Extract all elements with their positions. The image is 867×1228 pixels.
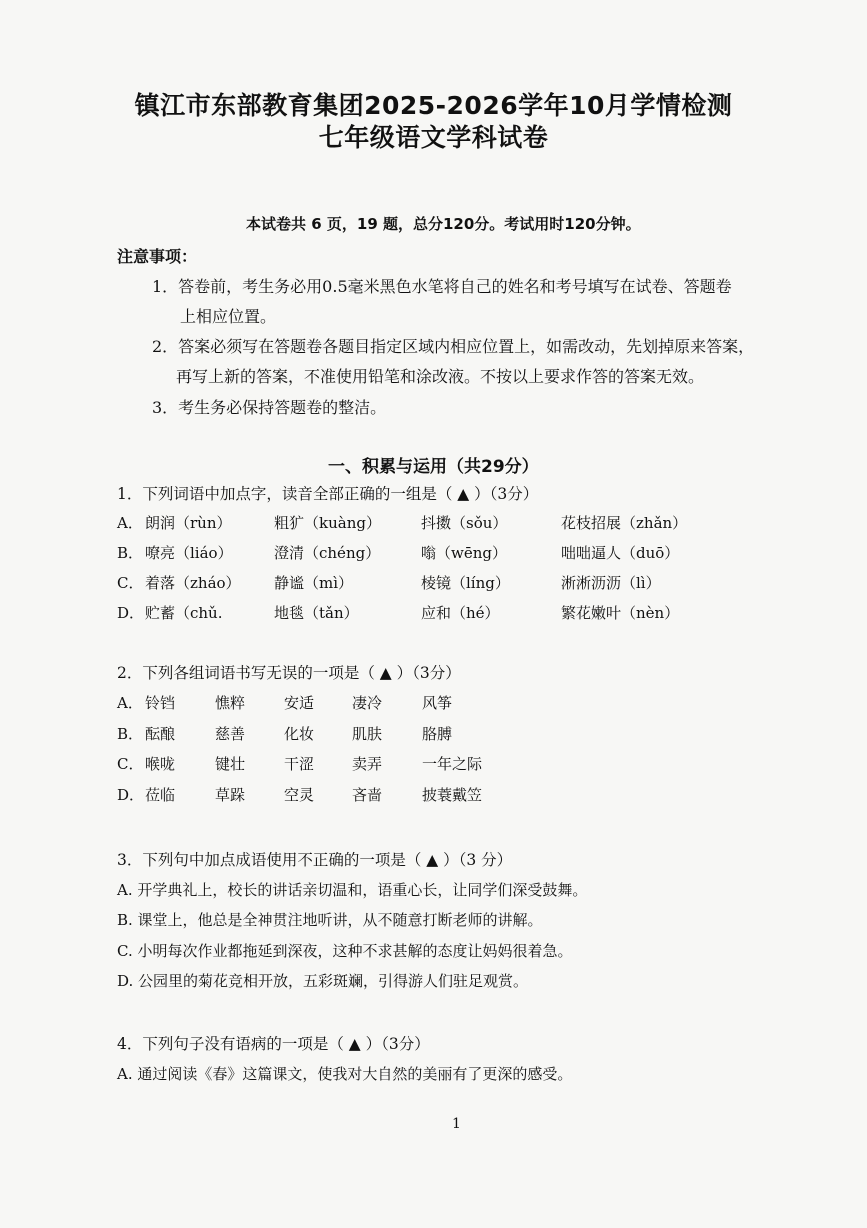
option-word: 肌肤 [352, 725, 383, 743]
section-heading: 一、积累与运用（共29分） [328, 457, 539, 477]
option-label: B． [117, 725, 144, 743]
question-3-stem: 3．下列句中加点成语使用不正确的一项是（ ▲ ）（3 分） [117, 851, 513, 869]
option-item: 抖擞（sǒu） [421, 514, 508, 532]
option-label: D． [117, 604, 145, 622]
option-word: 卖弄 [352, 755, 383, 773]
option-word: 吝啬 [352, 786, 383, 804]
option-item: 嗡（wēng） [421, 544, 507, 562]
option-word: 一年之际 [422, 755, 483, 773]
option-word: 憔粹 [215, 694, 246, 712]
note-1-line1: 1．答卷前，考生务必用0.5毫米黑色水笔将自己的姓名和考号填写在试卷、答题卷 [152, 277, 732, 296]
option-word: 铃铛 [145, 694, 176, 712]
option-word: 草跺 [215, 786, 246, 804]
option-label: C． [117, 755, 144, 773]
option-item: 花枝招展（zhǎn） [561, 514, 688, 532]
option-item: 着落（zháo） [145, 574, 241, 592]
option-word: 凄冷 [352, 694, 383, 712]
option-word: 空灵 [284, 786, 315, 804]
option-item: 淅淅沥沥（lì） [561, 574, 661, 592]
q3-option-c: C. 小明每次作业都拖延到深夜，这种不求甚解的态度让妈妈很着急。 [117, 942, 573, 960]
option-word: 披蓑戴笠 [422, 786, 483, 804]
notes-heading: 注意事项： [117, 247, 198, 266]
note-3: 3．考生务必保持答题卷的整洁。 [152, 398, 387, 417]
option-item: 静谧（mì） [274, 574, 354, 592]
note-1-line2: 上相应位置。 [180, 307, 277, 326]
note-2-line2: 再写上新的答案，不准使用铅笔和涂改液。不按以上要求作答的答案无效。 [176, 367, 705, 386]
option-item: 澄清（chéng） [274, 544, 381, 562]
option-word: 慈善 [215, 725, 246, 743]
option-item: 繁花嫩叶（nèn） [561, 604, 680, 622]
q3-option-d: D. 公园里的菊花竞相开放，五彩斑斓，引得游人们驻足观赏。 [117, 972, 529, 990]
option-item: 嘹亮（liáo） [145, 544, 233, 562]
question-4-stem: 4．下列句子没有语病的一项是（ ▲ ）（3分） [117, 1035, 430, 1053]
option-word: 键壮 [215, 755, 246, 773]
option-word: 安适 [284, 694, 315, 712]
option-item: 应和（hé） [421, 604, 500, 622]
q3-option-b: B. 课堂上，他总是全神贯注地听讲，从不随意打断老师的讲解。 [117, 911, 543, 929]
option-item: 粗犷（kuàng） [274, 514, 381, 532]
option-word: 风筝 [422, 694, 453, 712]
page-number: 1 [452, 1116, 461, 1132]
option-label: D． [117, 786, 145, 804]
exam-info: 本试卷共 6 页，19 题，总分120分。考试用时120分钟。 [246, 215, 641, 233]
option-word: 喉咙 [145, 755, 176, 773]
option-word: 化妆 [284, 725, 315, 743]
option-item: 棱镜（líng） [421, 574, 510, 592]
exam-title-line2: 七年级语文学科试卷 [318, 123, 549, 152]
option-label: C． [117, 574, 144, 592]
option-label: A． [117, 694, 143, 712]
option-word: 胳膊 [422, 725, 453, 743]
q3-option-a: A. 开学典礼上，校长的讲话亲切温和，语重心长，让同学们深受鼓舞。 [117, 881, 588, 899]
note-2-line1: 2．答案必须写在答题卷各题目指定区域内相应位置上，如需改动，先划掉原来答案， [152, 337, 755, 356]
question-1-stem: 1．下列词语中加点字，读音全部正确的一组是（ ▲ ）（3分） [117, 485, 539, 503]
option-word: 莅临 [145, 786, 176, 804]
option-word: 酝酿 [145, 725, 176, 743]
option-item: 地毯（tǎn） [274, 604, 359, 622]
question-2-stem: 2．下列各组词语书写无误的一项是（ ▲ ）（3分） [117, 664, 461, 682]
option-label: A． [117, 514, 143, 532]
option-item: 贮蓄（chǔ. [145, 604, 223, 622]
option-item: 朗润（rùn） [145, 514, 232, 532]
option-word: 干涩 [284, 755, 315, 773]
option-label: B． [117, 544, 144, 562]
q4-option-a: A. 通过阅读《春》这篇课文，使我对大自然的美丽有了更深的感受。 [117, 1065, 573, 1083]
option-item: 咄咄逼人（duō） [561, 544, 680, 562]
exam-title-line1: 镇江市东部教育集团2025-2026学年10月学情检测 [134, 91, 733, 120]
